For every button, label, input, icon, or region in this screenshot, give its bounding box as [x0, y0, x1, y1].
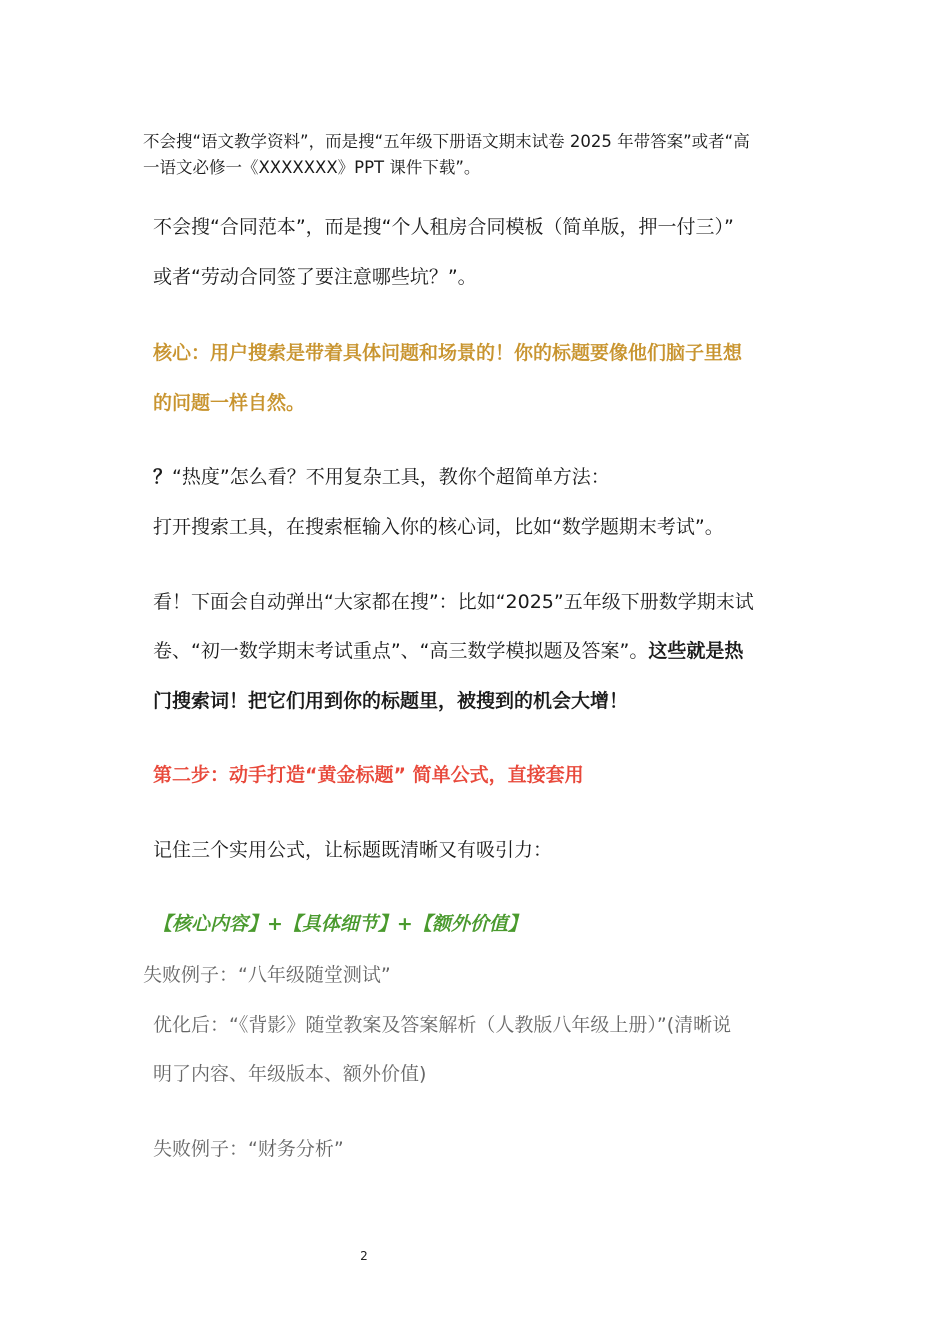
- paragraph-line: 不会搜“合同范本”，而是搜“个人租房合同模板（简单版，押一付三）”: [153, 216, 734, 238]
- paragraph-text: 卷、“初一数学期末考试重点”、“高三数学模拟题及答案”。: [153, 640, 649, 662]
- paragraph-line: 不会搜“语文教学资料”，而是搜“五年级下册语文期末试卷 2025 年带答案”或者“高: [143, 132, 750, 151]
- paragraph-line: 一语文必修一《XXXXXXX》PPT 课件下载”。: [143, 158, 481, 177]
- paragraph-line: 记住三个实用公式，让标题既清晰又有吸引力：: [153, 839, 553, 861]
- page-number: 2: [360, 1249, 368, 1263]
- bold-emphasis: 这些就是热: [648, 640, 744, 662]
- core-highlight-line: 的问题一样自然。: [153, 392, 306, 414]
- optimized-example-line: 优化后：“《背影》随堂教案及答案解析（人教版八年级上册）”(清晰说: [153, 1014, 732, 1036]
- optimized-example-line: 明了内容、年级版本、额外价值): [153, 1063, 427, 1085]
- heat-question-line: [153, 462, 610, 489]
- bold-emphasis-line: 门搜索词！把它们用到你的标题里，被搜到的机会大增！: [153, 690, 629, 712]
- paragraph-line: [153, 636, 743, 663]
- core-highlight-line: 核心：用户搜索是带着具体问题和场景的！你的标题要像他们脑子里想: [153, 342, 743, 364]
- fail-example: 失败例子：“财务分析”: [153, 1138, 344, 1160]
- step2-heading: 第二步：动手打造“黄金标题” 简单公式，直接套用: [153, 764, 584, 786]
- paragraph-line: 打开搜索工具，在搜索框输入你的核心词，比如“数学题期末考试”。: [153, 516, 724, 538]
- heat-question-text: “热度”怎么看？不用复杂工具，教你个超简单方法：: [172, 466, 610, 488]
- paragraph-line: 看！下面会自动弹出“大家都在搜”：比如“2025”五年级下册数学期末试: [153, 591, 754, 613]
- formula-heading: 【核心内容】+【具体细节】+【额外价值】: [153, 913, 527, 935]
- fail-example: 失败例子：“八年级随堂测试”: [143, 964, 391, 986]
- question-mark-icon: ？: [153, 466, 173, 488]
- paragraph-line: 或者“劳动合同签了要注意哪些坑？”。: [153, 266, 477, 288]
